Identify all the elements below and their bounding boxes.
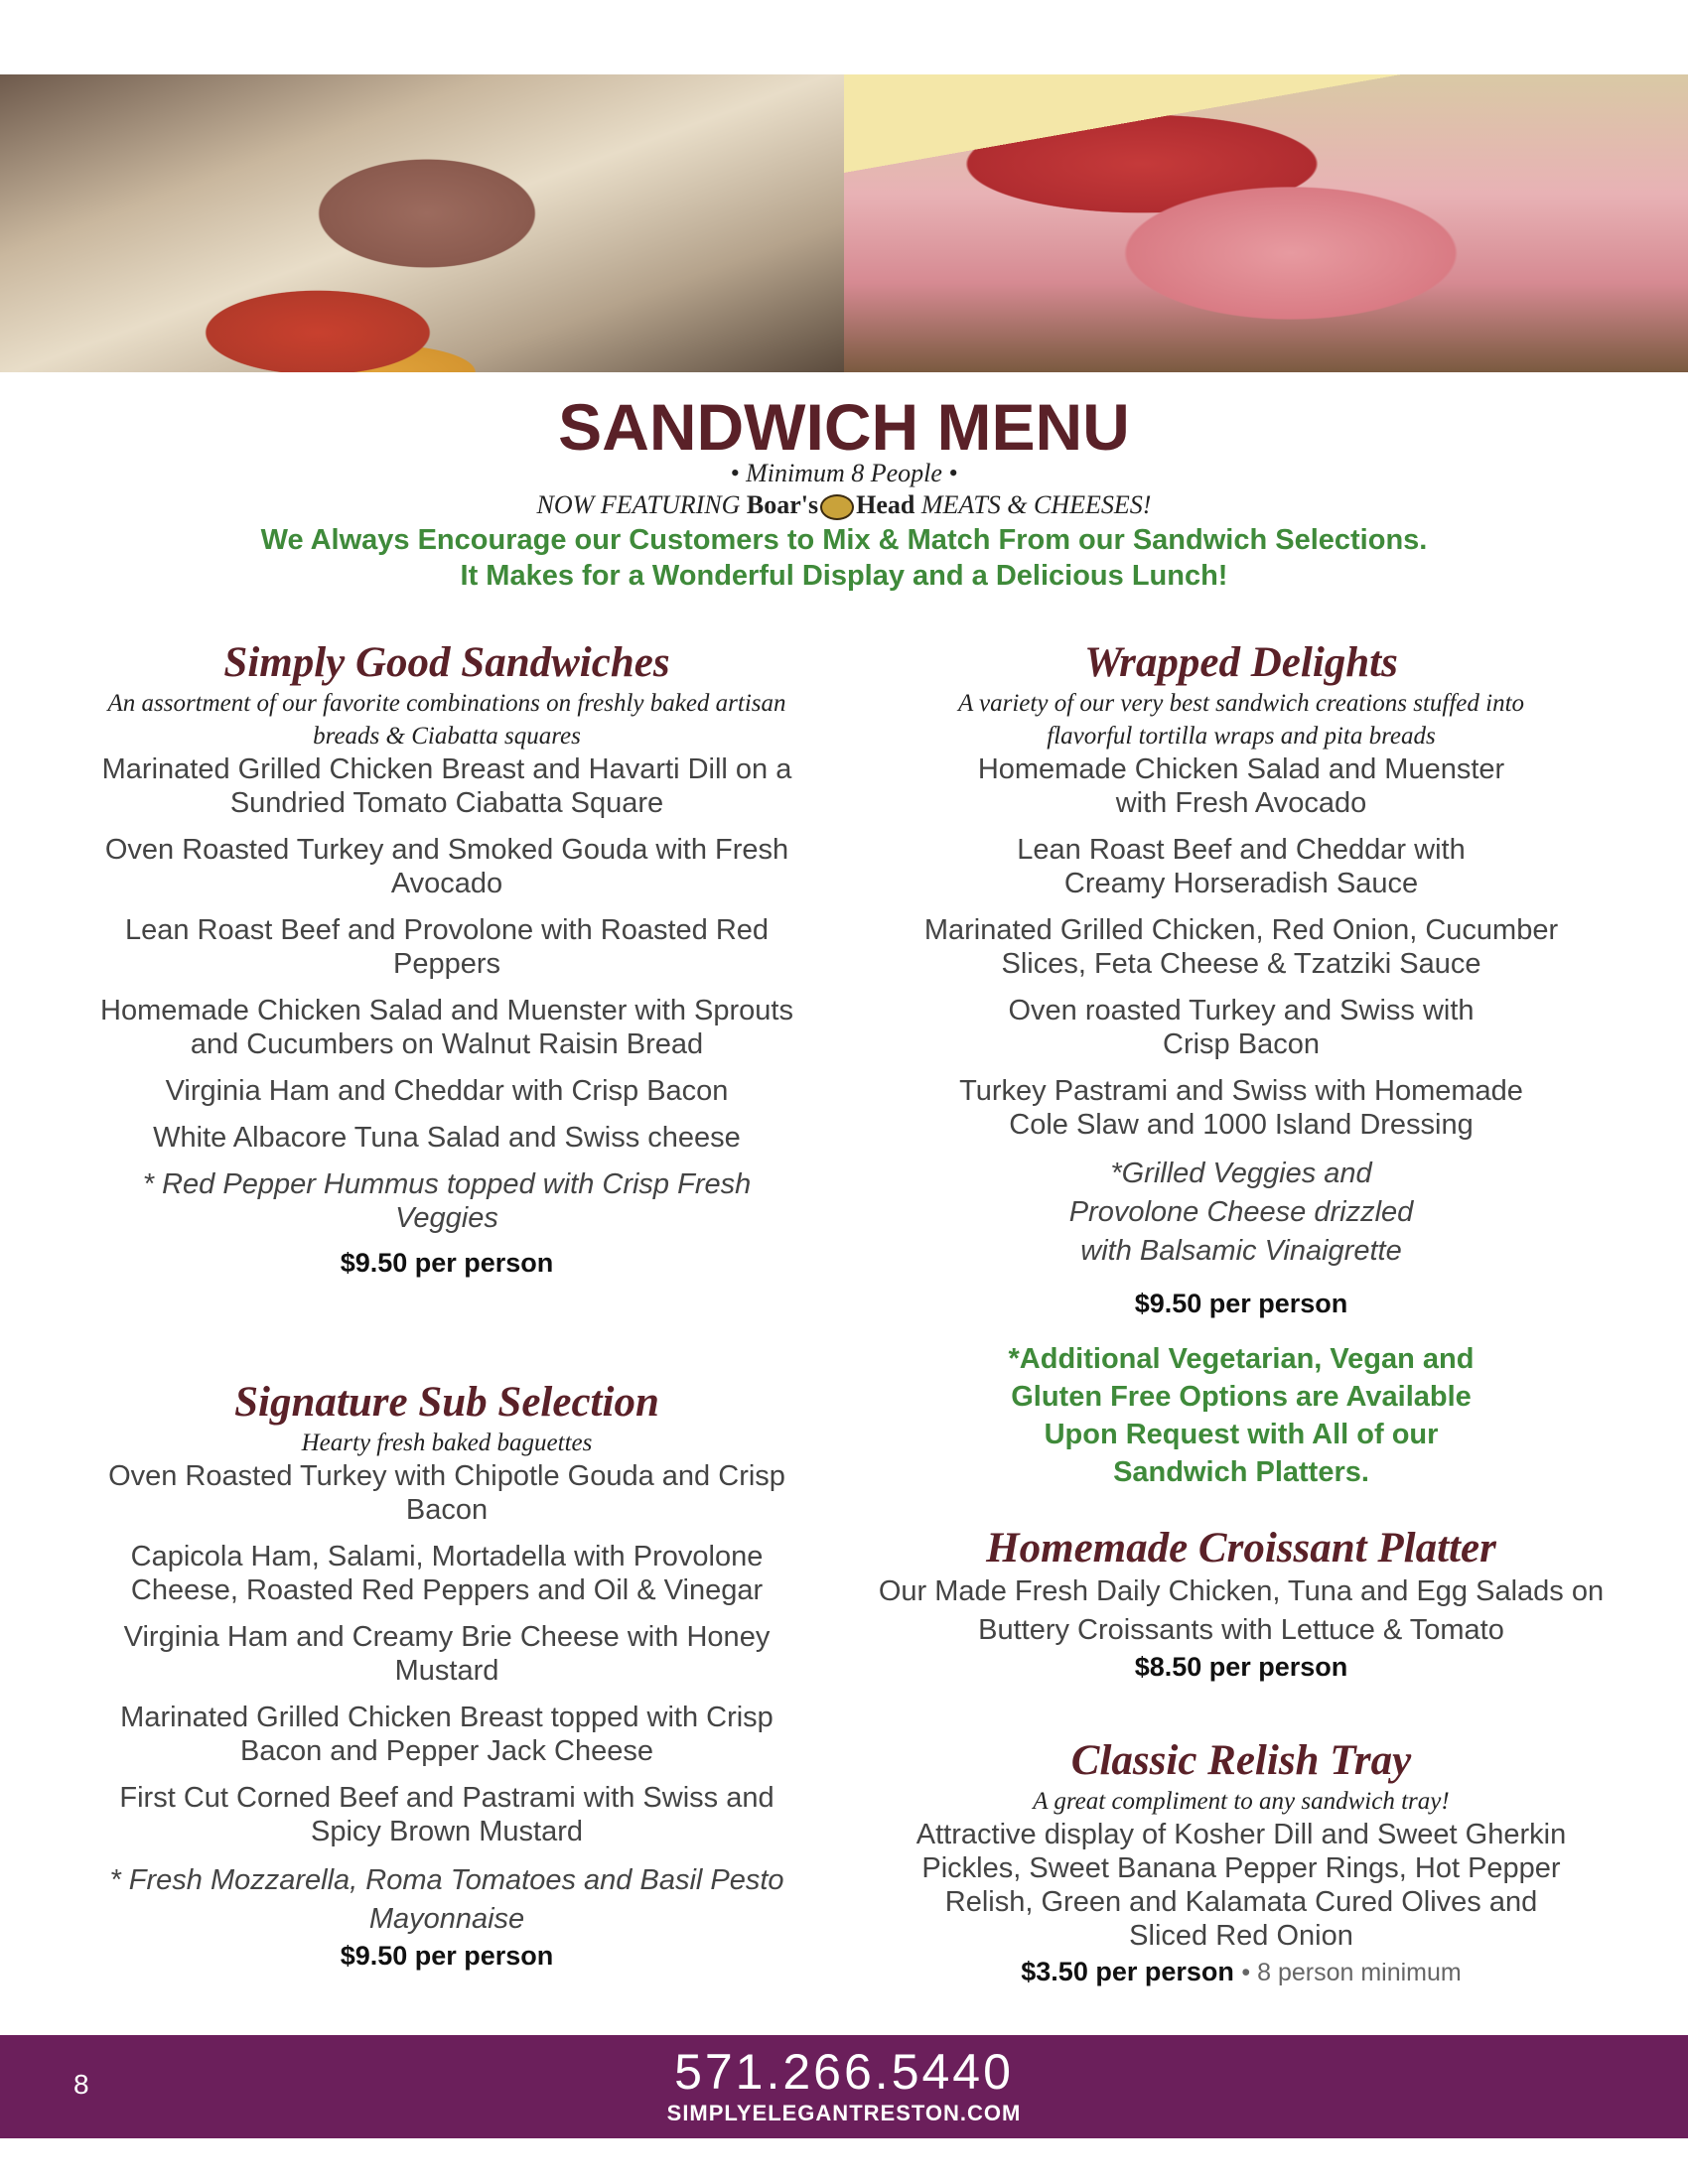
menu-item-vegetarian: * Red Pepper Hummus topped with Crisp Fresh Veggies xyxy=(142,1168,752,1234)
section-title: Wrapped Delights xyxy=(1084,639,1398,686)
menu-item-vegetarian: * Fresh Mozzarella, Roma Tomatoes and Basil Pesto Mayonnaise xyxy=(109,1864,784,1935)
menu-item: Oven Roasted Turkey and Smoked Gouda with Fresh Avocado xyxy=(104,834,789,899)
section-description: A great compliment to any sandwich tray! xyxy=(1033,1788,1450,1815)
header-photos xyxy=(0,74,1688,372)
menu-item: White Albacore Tuna Salad and Swiss cheese xyxy=(153,1122,741,1154)
menu-item: Marinated Grilled Chicken, Red Onion, Cucumber Slices, Feta Cheese & Tzatziki Sauce xyxy=(923,914,1559,980)
price: $9.50 per person xyxy=(340,1248,554,1278)
roast-beef-sandwich-photo xyxy=(0,74,844,372)
page-number: 8 xyxy=(73,2069,89,2100)
featuring-pre: NOW FEATURING xyxy=(536,490,741,519)
deli-meats-photo xyxy=(844,74,1688,372)
section-title: Homemade Croissant Platter xyxy=(986,1525,1496,1571)
menu-item: Our Made Fresh Daily Chicken, Tuna and Egg Salads on Buttery Croissants with Lettuce & Tomato xyxy=(878,1575,1605,1646)
featuring-post: MEATS & CHEESES! xyxy=(920,490,1152,519)
menu-item: Virginia Ham and Creamy Brie Cheese with Honey Mustard xyxy=(123,1621,771,1687)
website: SIMPLYELEGANTRESTON.COM xyxy=(666,2101,1022,2125)
menu-item: Lean Roast Beef and Cheddar with Creamy Horseradish Sauce xyxy=(1017,834,1466,899)
section-description: A variety of our very best sandwich creations stuffed into flavorful tortilla wraps and pita breads xyxy=(957,690,1525,750)
price: $9.50 per person xyxy=(340,1941,554,1971)
menu-item: First Cut Corned Beef and Pastrami with Swiss and Spicy Brown Mustard xyxy=(119,1782,774,1847)
section-title: Classic Relish Tray xyxy=(1070,1737,1412,1784)
simply-good-section xyxy=(99,639,794,1279)
section-description: An assortment of our favorite combinations on freshly baked artisan breads & Ciabatta squares xyxy=(107,690,786,750)
price: $3.50 per person xyxy=(1021,1957,1234,1986)
encourage-line-2: It Makes for a Wonderful Display and a Delicious Lunch! xyxy=(460,560,1228,592)
signature-sub-section xyxy=(99,1379,794,1972)
section-description: Hearty fresh baked baguettes xyxy=(301,1430,593,1456)
price: $8.50 per person xyxy=(1134,1652,1348,1682)
brand-right: Head xyxy=(856,490,915,519)
menu-item: Marinated Grilled Chicken Breast and Havarti Dill on a Sundried Tomato Ciabatta Square xyxy=(101,753,792,819)
menu-item: Marinated Grilled Chicken Breast topped with Crisp Bacon and Pepper Jack Cheese xyxy=(120,1702,774,1767)
boars-head-logo-icon xyxy=(820,494,854,520)
menu-item: Capicola Ham, Salami, Mortadella with Provolone Cheese, Roasted Red Peppers and Oil & Vinegar xyxy=(130,1541,764,1606)
minimum-note: • Minimum 8 People • xyxy=(730,459,958,487)
menu-item: Attractive display of Kosher Dill and Sweet Gherkin Pickles, Sweet Banana Pepper Rings, Hot Pepper Relish, Green and Kalamata Cured Olives and Sliced Red Onion xyxy=(915,1819,1567,1952)
menu-item: Virginia Ham and Cheddar with Crisp Bacon xyxy=(165,1075,729,1107)
phone-number: 571.266.5440 xyxy=(674,2044,1014,2100)
menu-item: Lean Roast Beef and Provolone with Roasted Red Peppers xyxy=(124,914,770,980)
menu-item: Homemade Chicken Salad and Muenster with Sprouts and Cucumbers on Walnut Raisin Bread xyxy=(100,995,793,1060)
menu-item-vegetarian: *Grilled Veggies and Provolone Cheese drizzled with Balsamic Vinaigrette xyxy=(1068,1158,1414,1267)
price-note: • 8 person minimum xyxy=(1241,1959,1462,1986)
wrapped-delights-section xyxy=(864,639,1618,1319)
croissant-section xyxy=(864,1525,1618,1683)
menu-item: Turkey Pastrami and Swiss with Homemade Cole Slaw and 1000 Island Dressing xyxy=(959,1075,1523,1141)
page-title: SANDWICH MENU xyxy=(558,390,1130,464)
section-title: Signature Sub Selection xyxy=(234,1379,659,1426)
additional-options-note: *Additional Vegetarian, Vegan and Gluten Free Options are Available Upon Request with All of our Sandwich Platters. xyxy=(1008,1343,1475,1488)
section-title: Simply Good Sandwiches xyxy=(223,639,670,686)
menu-item: Homemade Chicken Salad and Muenster with Fresh Avocado xyxy=(977,753,1505,819)
menu-item: Oven roasted Turkey and Swiss with Crisp Bacon xyxy=(1008,995,1475,1060)
brand-left: Boar's xyxy=(746,490,819,519)
price: $9.50 per person xyxy=(1134,1289,1348,1318)
footer-bar xyxy=(0,2035,1688,2138)
brand-logo xyxy=(747,490,914,519)
relish-tray-section xyxy=(864,1737,1618,1987)
featuring-line xyxy=(0,490,1688,520)
menu-item: Oven Roasted Turkey with Chipotle Gouda and Crisp Bacon xyxy=(108,1460,785,1526)
encourage-line-1: We Always Encourage our Customers to Mix & Match From our Sandwich Selections. xyxy=(260,524,1428,556)
price-row xyxy=(864,1957,1618,1987)
